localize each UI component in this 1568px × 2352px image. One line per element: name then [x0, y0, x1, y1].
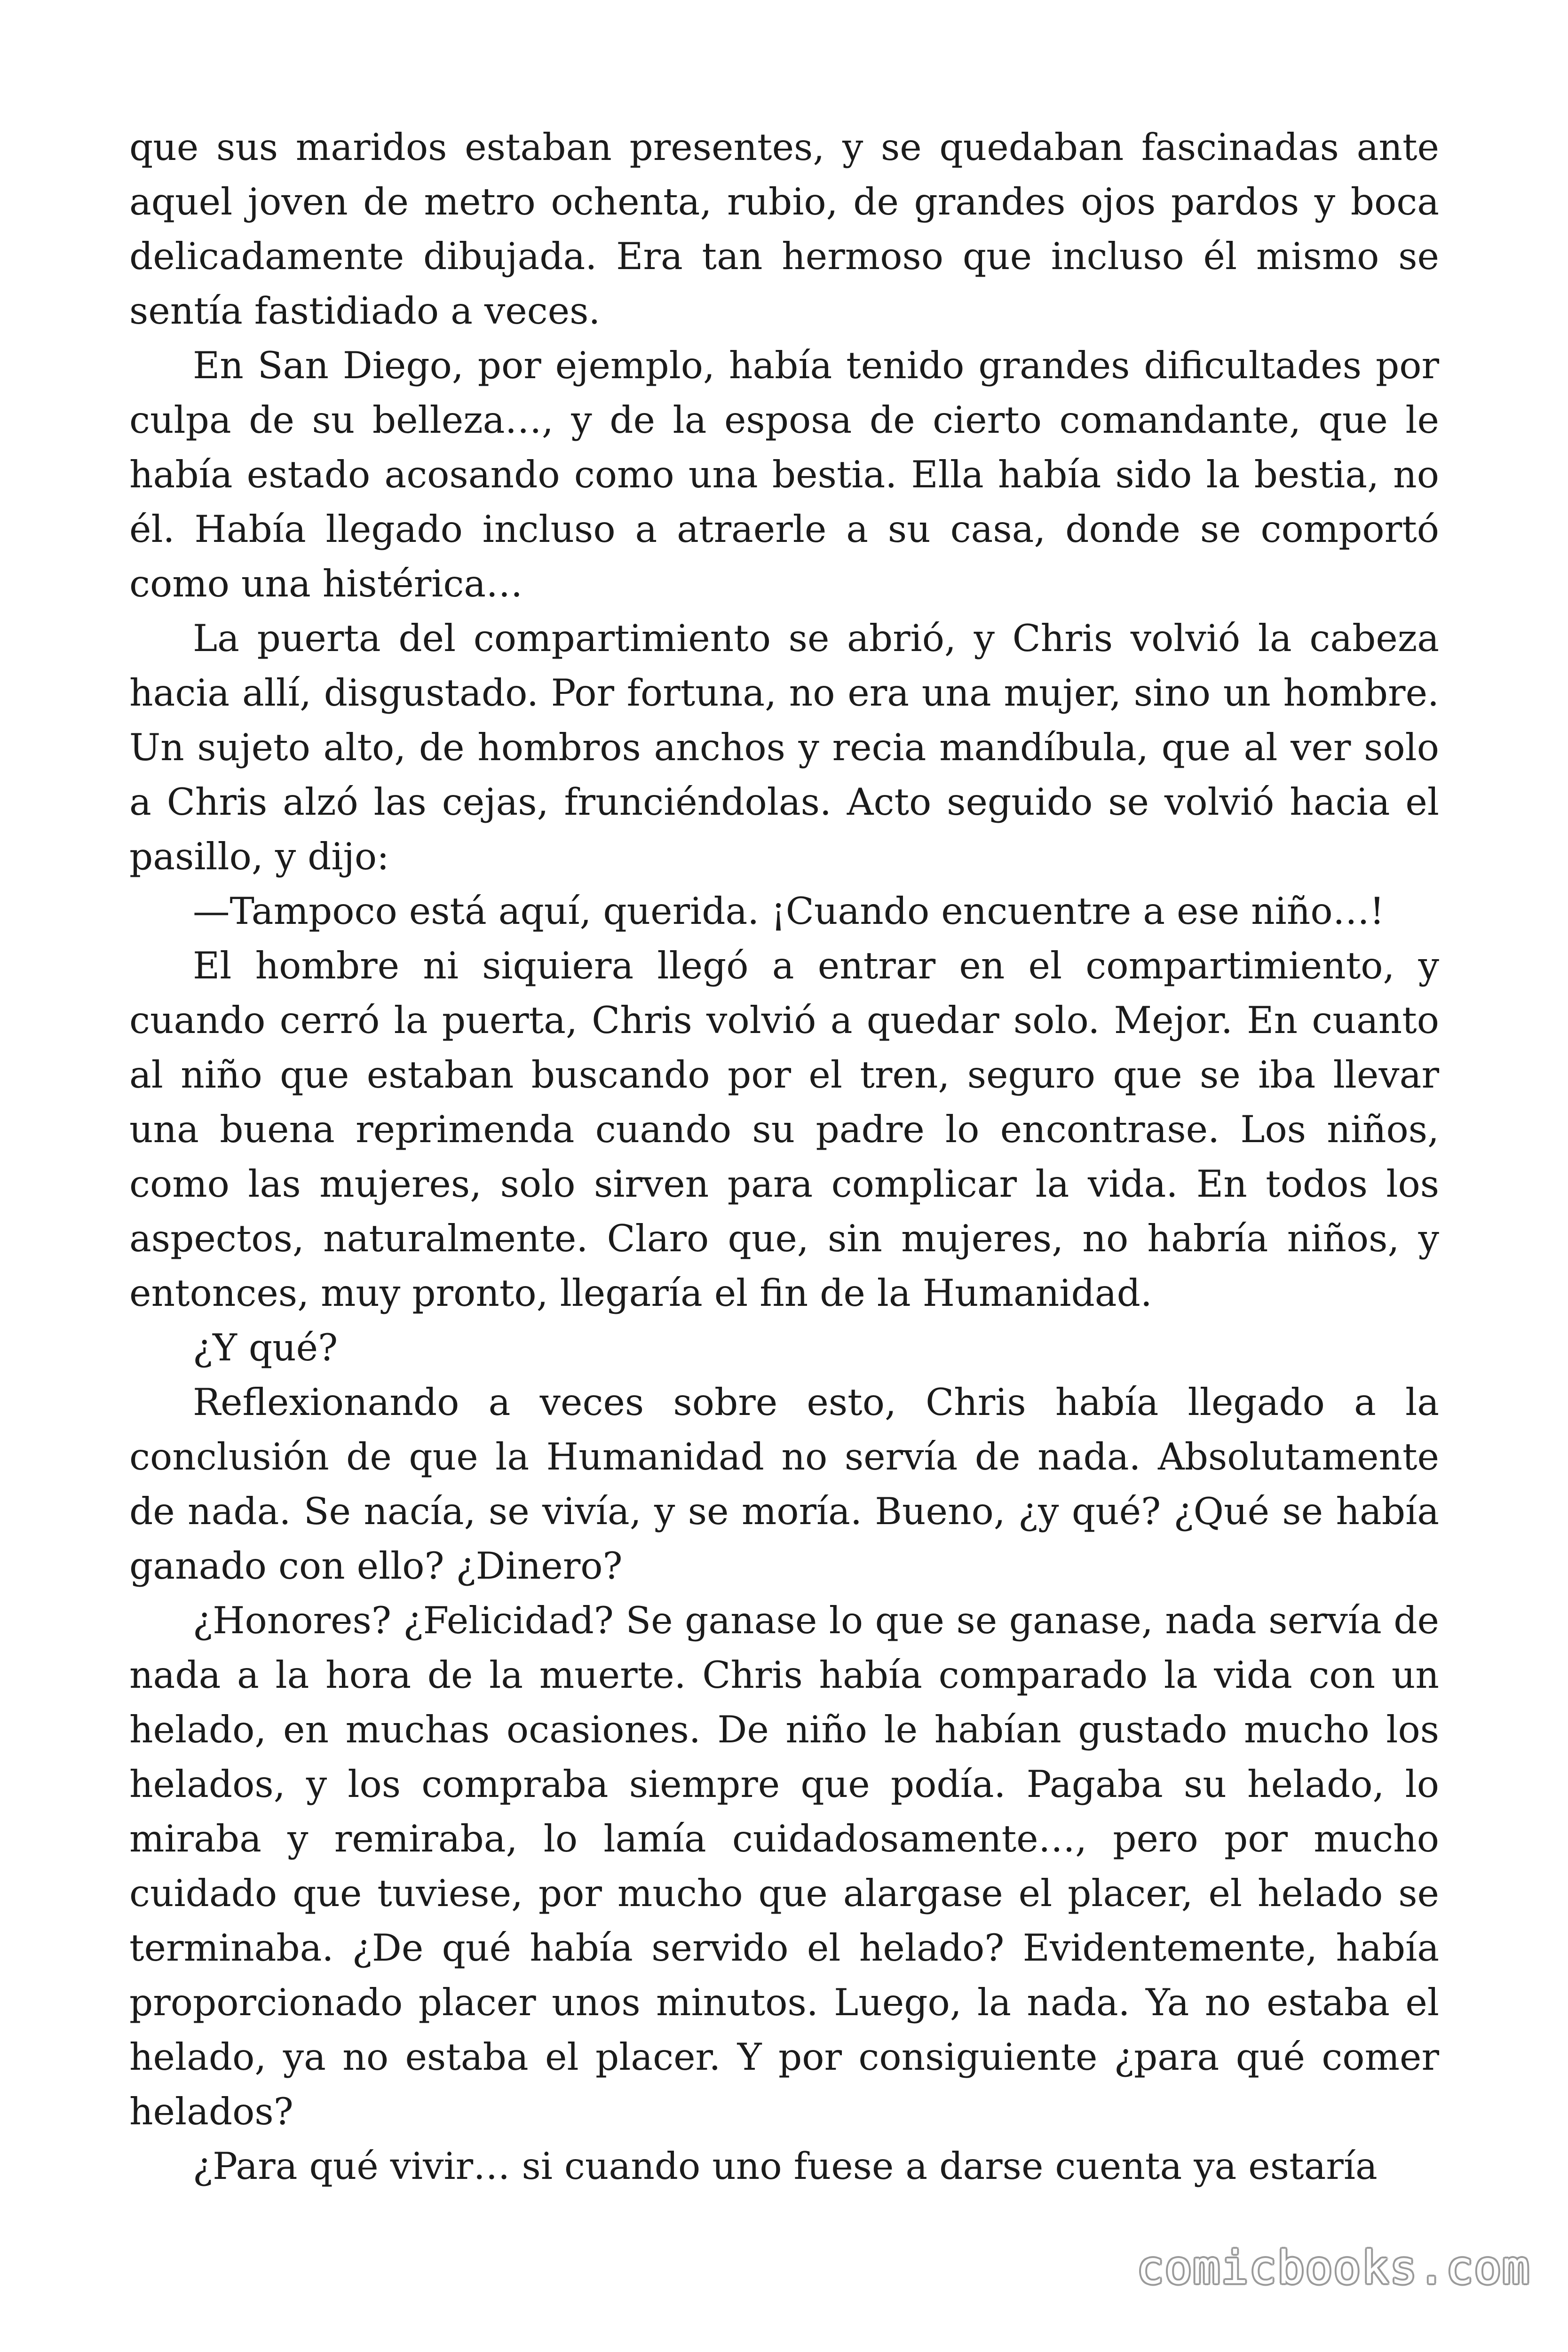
paragraph-1: que sus maridos estaban presentes, y se quedaban fascinadas ante aquel joven de metro ochenta, rubio, de grandes ojos pardos y boca delicadamente dibujada. Era tan hermoso que incluso él mismo se sentía fastidiado a veces.: [129, 126, 1439, 333]
paragraph-6: ¿Y qué?: [193, 1326, 338, 1369]
paragraph-2: En San Diego, por ejemplo, había tenido grandes dificultades por culpa de su belleza…, y de la esposa de cierto comandante, que le había estado acosando como una bestia. Ella había sido la bestia, no él. Había llegado incluso a atraerle a su casa, donde se comportó como una histérica…: [129, 344, 1439, 605]
paragraph-9: ¿Para qué vivir… si cuando uno fuese a darse cuenta ya estaría: [193, 2145, 1378, 2188]
watermark-logo: comicbooks.com: [1136, 2241, 1530, 2294]
dialogue-line: —Tampoco está aquí, querida. ¡Cuando encuentre a ese niño…!: [193, 890, 1385, 933]
paragraph-3: La puerta del compartimiento se abrió, y Chris volvió la cabeza hacia allí, disgustado. Por fortuna, no era una mujer, sino un hombre. Un sujeto alto, de hombros anchos y recia mandíbula, que al ver solo a Chris alzó las cejas, frunciéndolas. Acto seguido se volvió hacia el pasillo, y dijo:: [129, 617, 1439, 878]
page-body: [129, 120, 1439, 2193]
paragraph-7: Reflexionando a veces sobre esto, Chris había llegado a la conclusión de que la Humanidad no servía de nada. Absolutamente de nada. Se nacía, se vivía, y se moría. Bueno, ¿y qué? ¿Qué se había ganado con ello? ¿Dinero?: [129, 1381, 1439, 1588]
paragraph-8: ¿Honores? ¿Felicidad? Se ganase lo que se ganase, nada servía de nada a la hora de la muerte. Chris había comparado la vida con un helado, en muchas ocasiones. De niño le habían gustado mucho los helados, y los compraba siempre que podía. Pagaba su helado, lo miraba y remiraba, lo lamía cuidadosamente…, pero por mucho cuidado que tuviese, por mucho que alargase el placer, el helado se terminaba. ¿De qué había servido el helado? Evidentemente, había proporcionado placer unos minutos. Luego, la nada. Ya no estaba el helado, ya no estaba el placer. Y por consiguiente ¿para qué comer helados?: [129, 1599, 1439, 2133]
paragraph-5: El hombre ni siquiera llegó a entrar en el compartimiento, y cuando cerró la puerta, Chris volvió a quedar solo. Mejor. En cuanto al niño que estaban buscando por el tren, seguro que se iba llevar una buena reprimenda cuando su padre lo encontrase. Los niños, como las mujeres, solo sirven para complicar la vida. En todos los aspectos, naturalmente. Claro que, sin mujeres, no habría niños, y entonces, muy pronto, llegaría el fin de la Humanidad.: [129, 944, 1439, 1315]
